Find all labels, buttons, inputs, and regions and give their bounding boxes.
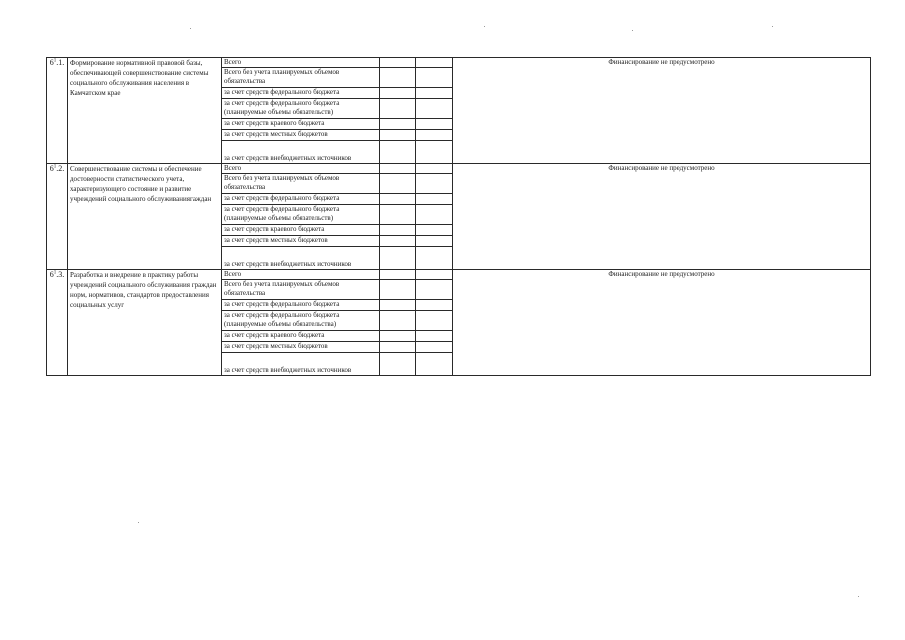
- scan-speck: [138, 522, 139, 523]
- value-cell: [416, 119, 453, 130]
- value-cell: [416, 194, 453, 205]
- value-cell: [416, 270, 453, 280]
- value-cell: [380, 119, 416, 130]
- scan-speck: [858, 596, 859, 597]
- funding-source: за счет средств федерального бюджета (планируемые объемы обязательств): [222, 205, 380, 225]
- value-cell: [416, 311, 453, 331]
- scan-speck: [772, 26, 773, 27]
- scan-speck: [484, 26, 485, 27]
- value-cell: [380, 164, 416, 174]
- table-row: [47, 58, 871, 68]
- funding-source: за счет средств местных бюджетов: [222, 130, 380, 141]
- value-cell: [380, 342, 416, 353]
- value-cell: [416, 225, 453, 236]
- value-cell: [380, 300, 416, 311]
- value-cell: [416, 280, 453, 300]
- value-cell: [380, 236, 416, 247]
- funding-source: за счет средств внебюджетных источников: [222, 247, 380, 270]
- funding-source: Всего: [222, 164, 380, 174]
- funding-source: за счет средств краевого бюджета: [222, 119, 380, 130]
- value-cell: [380, 205, 416, 225]
- value-cell: [380, 353, 416, 376]
- value-cell: [416, 174, 453, 194]
- value-cell: [416, 205, 453, 225]
- value-cell: [416, 58, 453, 68]
- funding-source: за счет средств внебюджетных источников: [222, 141, 380, 164]
- item-name: Формирование нормативной правовой базы, обеспечивающей совершенствование системы социального обслуживания населения в Камчатском крае: [68, 58, 222, 164]
- value-cell: [416, 99, 453, 119]
- scan-speck: [632, 30, 633, 31]
- funding-source: за счет средств федерального бюджета (планируемые объемы обязательств): [222, 99, 380, 119]
- value-cell: [416, 141, 453, 164]
- value-cell: [416, 353, 453, 376]
- scan-speck: [190, 28, 191, 29]
- funding-source: за счет средств федерального бюджета (планируемые объемы обязательства): [222, 311, 380, 331]
- funding-source: за счет средств внебюджетных источников: [222, 353, 380, 376]
- funding-note: Финансирование не предусмотрено: [453, 270, 871, 376]
- value-cell: [380, 68, 416, 88]
- value-cell: [416, 130, 453, 141]
- value-cell: [380, 58, 416, 68]
- value-cell: [416, 164, 453, 174]
- value-cell: [380, 247, 416, 270]
- value-cell: [380, 194, 416, 205]
- funding-source: за счет средств федерального бюджета: [222, 194, 380, 205]
- value-cell: [380, 99, 416, 119]
- funding-note: Финансирование не предусмотрено: [453, 58, 871, 164]
- value-cell: [416, 331, 453, 342]
- funding-source: за счет средств краевого бюджета: [222, 225, 380, 236]
- funding-source: за счет средств федерального бюджета: [222, 88, 380, 99]
- item-number: $6^1.3$.: [47, 270, 68, 376]
- funding-source: за счет средств местных бюджетов: [222, 342, 380, 353]
- value-cell: [380, 88, 416, 99]
- value-cell: [380, 331, 416, 342]
- value-cell: [416, 342, 453, 353]
- value-cell: [416, 68, 453, 88]
- funding-source: Всего: [222, 58, 380, 68]
- funding-source: Всего без учета планируемых объемов обязательства: [222, 280, 380, 300]
- value-cell: [380, 280, 416, 300]
- item-name: Разработка и внедрение в практику работы учреждений социального обслуживания граждан норм, нормативов, стандартов предоставления социальных услуг: [68, 270, 222, 376]
- funding-source: за счет средств федерального бюджета: [222, 300, 380, 311]
- value-cell: [416, 247, 453, 270]
- funding-source: за счет средств краевого бюджета: [222, 331, 380, 342]
- funding-table: [46, 57, 871, 376]
- value-cell: [416, 236, 453, 247]
- value-cell: [380, 141, 416, 164]
- item-number: $6^1.1$.: [47, 58, 68, 164]
- table-row: [47, 270, 871, 280]
- value-cell: [380, 174, 416, 194]
- funding-source: Всего: [222, 270, 380, 280]
- value-cell: [416, 88, 453, 99]
- value-cell: [380, 130, 416, 141]
- value-cell: [380, 270, 416, 280]
- value-cell: [380, 311, 416, 331]
- table-row: [47, 164, 871, 174]
- value-cell: [380, 225, 416, 236]
- funding-source: за счет средств местных бюджетов: [222, 236, 380, 247]
- item-name: Совершенствование системы и обеспечение достоверности статистического учета, характеризующего состояние и развитие учреждений социального обслуживаниягаждан: [68, 164, 222, 270]
- item-number: $6^1.2$.: [47, 164, 68, 270]
- funding-source: Всего без учета планируемых объемов обязательства: [222, 68, 380, 88]
- funding-source: Всего без учета планируемых объемов обязательства: [222, 174, 380, 194]
- value-cell: [416, 300, 453, 311]
- funding-note: Финансирование не предусмотрено: [453, 164, 871, 270]
